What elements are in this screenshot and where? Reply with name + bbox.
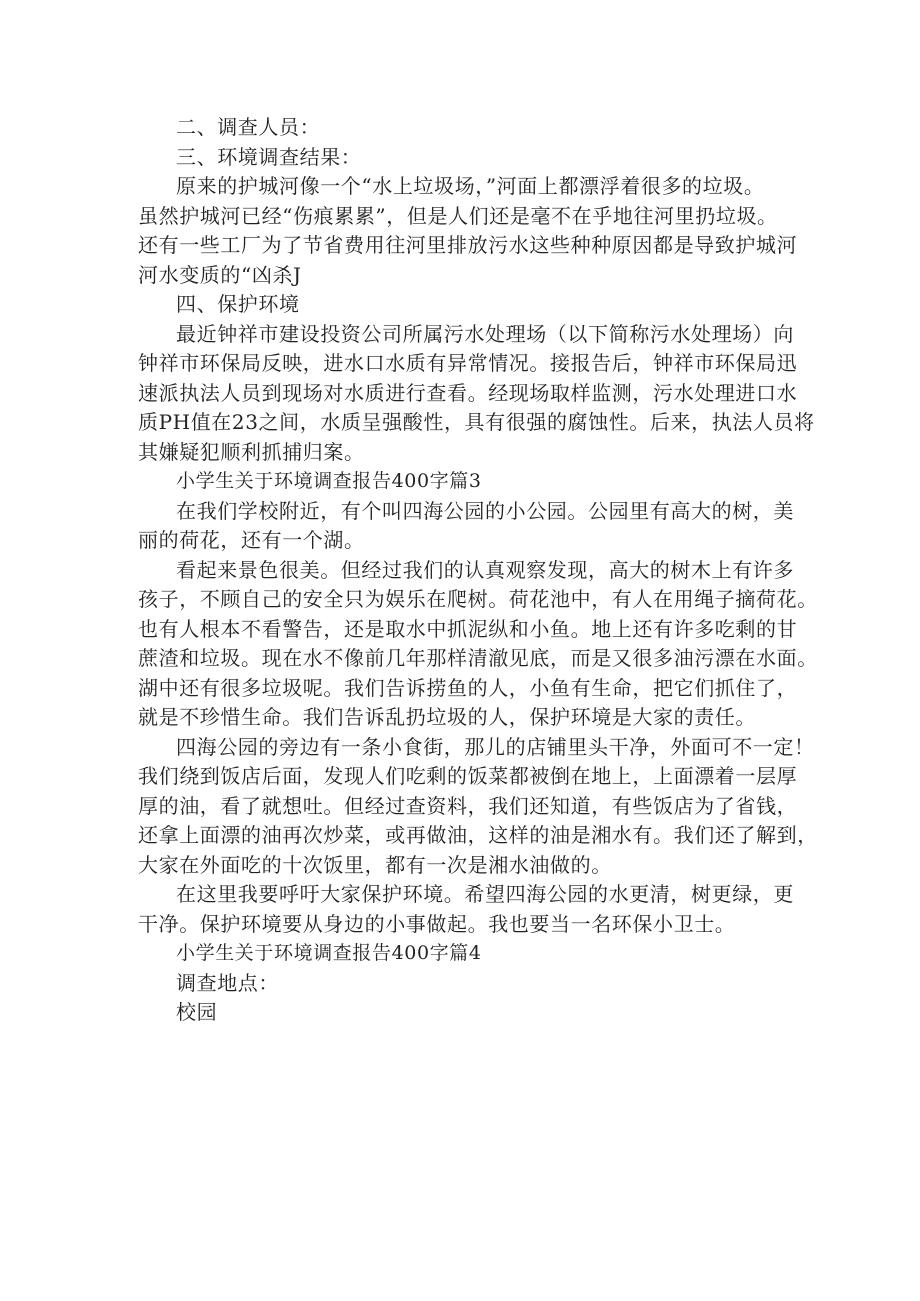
text-line: 其嫌疑犯顺利抓捕归案。 [138, 439, 365, 464]
text-line: 看起来景色很美。但经过我们的认真观察发现，高大的树木上有许多 [176, 557, 794, 582]
section-heading: 小学生关于环境调查报告400字篇3 [176, 470, 482, 492]
text-line: 孩子，不顾自己的安全只为娱乐在爬树。荷花池中，有人在用绳子摘荷花。 [138, 587, 818, 611]
text-line: 四、保护环境 [176, 292, 300, 316]
text-line: 大家在外面吃的十次饭里，都有一次是湘水油做的。 [138, 852, 612, 877]
text-line: 校园 [176, 1000, 218, 1024]
text-line: 三、环境调查结果： [176, 144, 362, 169]
text-line: 还有一些工厂为了节省费用往河里排放污水这些种种原因都是导致护城河 [138, 233, 798, 257]
text-line: 我们绕到饭店后面，发现人们吃剩的饭菜都被倒在地上，上面漂着一层厚 [138, 764, 798, 788]
text-line: 钟祥市环保局反映，进水口水质有异常情况。接报告后，钟祥市环保局迅 [138, 351, 798, 375]
text-line: 也有人根本不看警告，还是取水中抓泥纵和小鱼。地上还有许多吃剩的甘 [138, 616, 798, 641]
text-line: 干净。保护环境要从身边的小事做起。我也要当一名环保小卫士。 [138, 911, 736, 936]
text-line: 湖中还有很多垃圾呢。我们告诉捞鱼的人，小鱼有生命，把它们抓住了， [138, 675, 798, 700]
text-line: 丽的荷花，还有一个湖。 [138, 528, 365, 552]
document-body [138, 113, 818, 1028]
text-line: 四海公园的旁边有一条小食街，那儿的店铺里头干净，外面可不一定！ [176, 734, 815, 759]
text-line: 速派执法人员到现场对水质进行查看。经现场取样监测，污水处理进口水 [138, 380, 798, 405]
text-line: 河水变质的“凶杀J [138, 262, 302, 287]
text-line: 厚的油，看了就想吐。但经过查资料，我们还知道，有些饭店为了省钱， [138, 793, 798, 818]
text-line: 虽然护城河已经“伤痕累累”，但是人们还是毫不在乎地往河里扔垃圾。 [138, 203, 778, 228]
section-heading: 小学生关于环境调查报告400字篇4 [176, 942, 482, 964]
text-line: 二、调查人员： [176, 115, 321, 139]
text-line: 调查地点： [176, 970, 279, 995]
text-line: 还拿上面漂的油再次炒菜，或再做油，这样的油是湘水有。我们还了解到， [138, 823, 818, 847]
text-line: 最近钟祥市建设投资公司所属污水处理场（以下简称污水处理场）向 [176, 321, 794, 346]
text-line: 蔗渣和垃圾。现在水不像前几年那样清澈见底，而是又很多油污漂在水面。 [138, 646, 818, 670]
text-line: 在这里我要呼吁大家保护环境。希望四海公园的水更清，树更绿，更 [176, 882, 794, 906]
text-line: 就是不珍惜生命。我们告诉乱扔垃圾的人，保护环境是大家的责任。 [138, 705, 756, 729]
text-line: 质PH值在23之间，水质呈强酸性，具有很强的腐蚀性。后来，执法人员将 [138, 410, 815, 434]
text-line: 原来的护城河像一个“水上垃圾场，”河面上都漂浮着很多的垃圾。 [176, 174, 765, 198]
text-line: 在我们学校附近，有个叫四海公园的小公园。公园里有高大的树，美 [176, 498, 794, 523]
